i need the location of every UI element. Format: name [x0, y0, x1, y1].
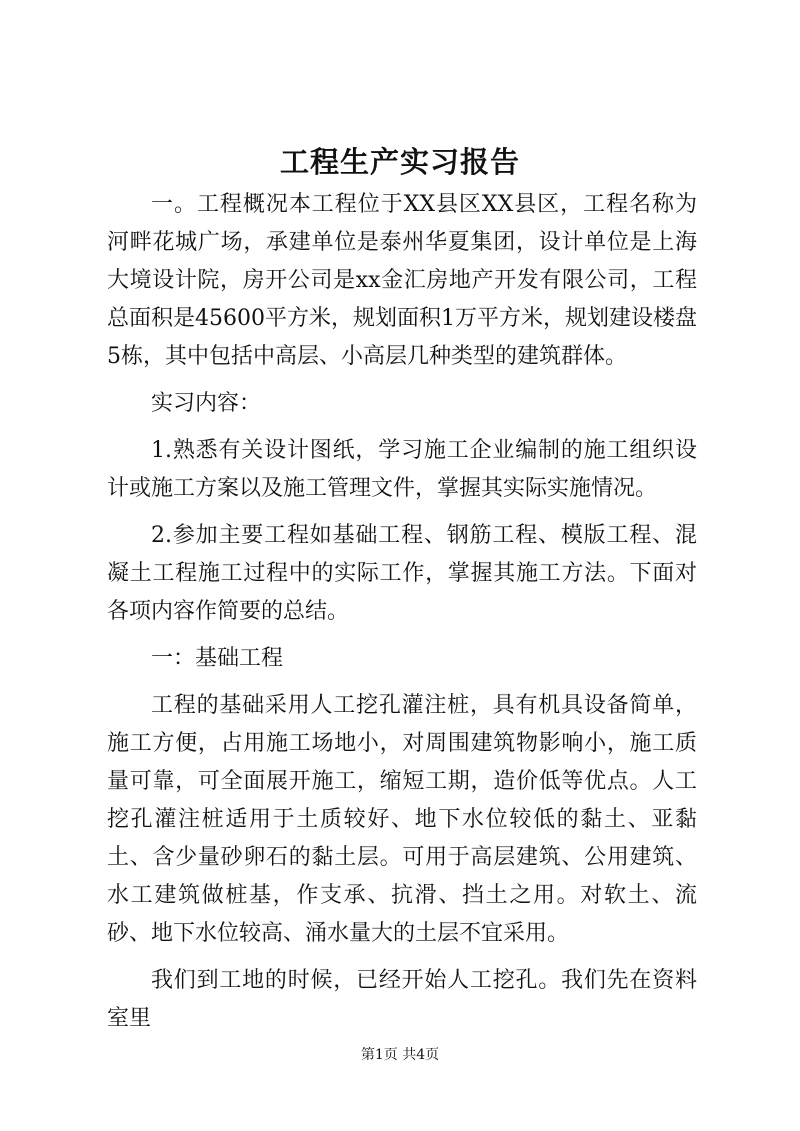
paragraph-site-visit: 我们到工地的时候，已经开始人工挖孔。我们先在资料室里	[107, 968, 697, 1031]
document-title: 工程生产实习报告	[279, 145, 520, 179]
paragraph-foundation-description: 工程的基础采用人工挖孔灌注桩，具有机具设备简单，施工方便，占用施工场地小，对周围建筑物影响小，施工质量可靠，可全面展开施工，缩短工期，造价低等优点。人工挖孔灌注桩适用于土质较好、地下水位较低的黏土、亚黏土、含少量砂卵石的黏土层。可用于高层建筑、公用建筑、水工建筑做桩基，作支承、抗滑、挡土之用。对软土、流砂、地下水位较高、涌水量大的土层不宜采用。	[107, 693, 697, 946]
paragraph-project-overview: 一。工程概况本工程位于XX县区XX县区，工程名称为河畔花城广场，承建单位是泰州华夏集团，设计单位是上海大境设计院，房开公司是xx金汇房地产开发有限公司，工程总面积是45600平方米，规划面积1万平方米，规划建设楼盘5栋，其中包括中高层、小高层几种类型的建筑群体。	[107, 192, 697, 369]
document-body	[107, 186, 697, 1047]
section-heading-foundation: 一：基础工程	[151, 646, 284, 671]
paragraph-item-2: 2.参加主要工程如基础工程、钢筋工程、模版工程、混凝土工程施工过程中的实际工作，掌握其施工方法。下面对各项内容作简要的总结。	[107, 523, 697, 624]
paragraph-internship-content-heading: 实习内容：	[151, 391, 262, 416]
paragraph-item-1: 1.熟悉有关设计图纸，学习施工企业编制的施工组织设计或施工方案以及施工管理文件，掌握其实际实施情况。	[107, 438, 697, 501]
page-footer: 第1页 共4页	[360, 1047, 440, 1063]
